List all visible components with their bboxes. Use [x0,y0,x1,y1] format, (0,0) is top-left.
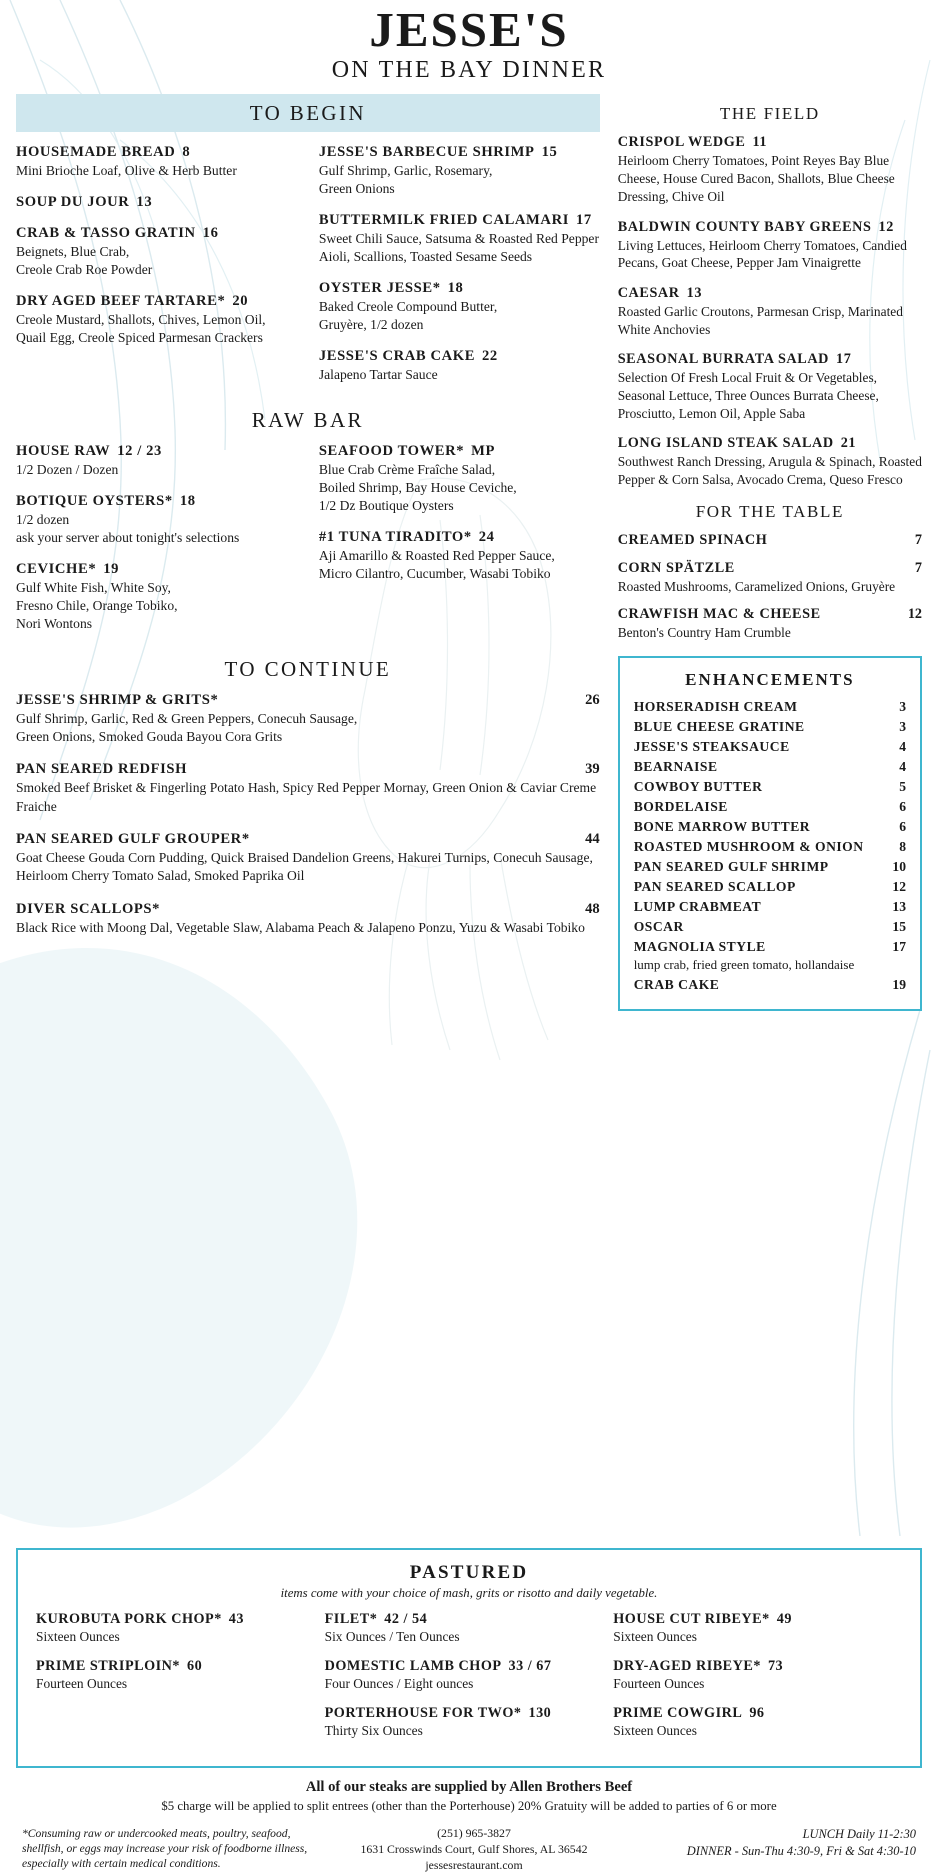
section-heading-raw-bar: RAW BAR [251,408,364,432]
menu-item-description: Jalapeno Tartar Sauce [318,367,438,383]
steak-item-description: Thirty Six Ounces [324,1723,423,1738]
section-heading-the-field: THE FIELD [719,104,820,124]
menu-item-price: 22 [482,348,498,365]
menu-item [16,225,297,279]
enhancement-price: 6 [899,819,906,835]
menu-item-price: 16 [202,225,219,242]
section-heading-to-continue: TO CONTINUE [224,656,392,681]
menu-item [16,831,600,886]
menu-item-price: 13 [136,194,153,211]
enhancement-row [634,719,906,735]
pastured-col-2 [325,1611,614,1752]
menu-item-price: MP [471,443,496,459]
menu-item-name: #1 TUNA TIRADITO* 24 [318,528,495,545]
to-begin-items [16,144,600,398]
menu-item-price: 13 [686,284,703,301]
menu-item-description: Southwest Ranch Dressing, Arugula & Spinach, Roasted Pepper & Corn Salsa, Avocado Crema, Queso Fresco [617,454,922,487]
menu-item [319,443,600,515]
enhancement-name: BONE MARROW BUTTER [633,819,811,835]
menu-item-name: HOUSE RAW 12 / 23 [16,443,162,459]
steak-item-price: 96 [749,1705,765,1721]
to-begin-right-list [319,144,600,398]
steak-item-price: 42 / 54 [384,1611,428,1627]
enhancements-box [618,656,922,1011]
steak-item-price: 49 [776,1611,792,1627]
menu-item-description: Mini Brioche Loaf, Olive & Herb Butter [16,163,237,179]
menu-item [319,212,600,266]
menu-item-name: DRY AGED BEEF TARTARE* 20 [16,293,249,310]
section-heading-to-begin: TO BEGIN [16,94,600,132]
enhancement-price: 19 [892,977,906,993]
menu-item-price: 39 [585,761,600,778]
enhancement-row [634,939,906,955]
enhancement-name: PAN SEARED GULF SHRIMP [633,859,829,875]
menu-item [16,493,297,547]
right-column [618,94,922,1011]
steak-item [325,1705,604,1739]
enhancement-price: 3 [899,699,906,715]
menu-item-name: BOTIQUE OYSTERS* 18 [16,492,196,509]
pastured-box [16,1548,922,1768]
section-heading-pastured: PASTURED [409,1562,529,1583]
enhancement-name: BEARNAISE [633,759,718,775]
raw-bar-right-list [319,443,600,647]
enhancement-row [634,919,906,935]
menu-item-price: 24 [478,528,495,545]
menu-item [319,529,600,583]
menu-item [16,761,600,816]
enhancement-name: LUMP CRABMEAT [633,899,762,915]
enhancement-name: HORSERADISH CREAM [633,699,798,715]
footer-address: 1631 Crosswinds Court, Gulf Shores, AL 36542 [360,1841,588,1856]
menu-item [618,285,922,338]
menu-item [618,606,922,642]
steak-item-price: 33 / 67 [508,1658,552,1674]
enhancement-name: ROASTED MUSHROOM & ONION [633,839,864,855]
enhancement-name: PAN SEARED SCALLOP [633,879,796,895]
menu-item [16,901,600,937]
the-field-items [618,134,922,488]
menu-item [16,293,297,347]
menu-item-price: 44 [585,831,600,847]
steak-item [613,1705,892,1739]
menu-item-description: Creole Mustard, Shallots, Chives, Lemon Oil, Quail Egg, Creole Spiced Parmesan Crackers [16,312,266,346]
enhancement-name: MAGNOLIA STYLE [633,939,766,955]
steak-item-name: DOMESTIC LAMB CHOP 33 / 67 [324,1658,552,1674]
steak-item [613,1611,892,1645]
menu-item-name: CORN SPÄTZLE [617,559,735,576]
footer-disclaimer: *Consuming raw or undercooked meats, poultry, seafood, shellfish, or eggs may increase your risk of foodborne illness, especially with certain medical conditions. [22,1827,308,1871]
menu-item-price: 8 [182,144,191,161]
menu-item-description: Black Rice with Moong Dal, Vegetable Slaw, Alabama Peach & Jalapeno Ponzu, Yuzu & Wasabi Tobiko [16,919,585,935]
menu-item-name: DIVER SCALLOPS* [16,900,161,917]
enhancement-row [634,839,906,855]
menu-item-price: 7 [914,559,922,576]
menu-item [618,219,922,272]
steak-item-name: PORTERHOUSE FOR TWO* 130 [324,1705,552,1721]
menu-item-price: 17 [836,351,852,368]
pastured-col-1 [36,1611,325,1752]
enhancement-row [634,859,906,875]
menu-item-name: HOUSEMADE BREAD 8 [16,144,191,161]
pastured-columns [36,1611,902,1752]
menu-item-name: LONG ISLAND STEAK SALAD 21 [617,435,857,452]
enhancement-price: 4 [899,739,906,755]
menu-item-description: Aji Amarillo & Roasted Red Pepper Sauce, Micro Cilantro, Cucumber, Wasabi Tobiko [318,547,555,581]
steak-item-price: 60 [186,1658,203,1674]
menu-item-description: Goat Cheese Gouda Corn Pudding, Quick Braised Dandelion Greens, Hakurei Turnips, Conecuh Sausage, Heirloom Cherry Tomato Salad, Smoked Paprika Oil [16,850,593,884]
steak-item-name: HOUSE CUT RIBEYE* 49 [613,1611,792,1627]
enhancement-price: 15 [892,919,906,935]
steak-supplier-note: All of our steaks are supplied by Allen Brothers Beef [305,1779,633,1795]
steak-item-description: Four Ounces / Eight ounces [324,1676,474,1691]
enhancement-price: 13 [892,899,906,915]
enhancement-row [634,879,906,895]
menu-item-description: Benton's Country Ham Crumble [617,625,791,641]
steak-item-description: Fourteen Ounces [613,1676,705,1691]
steak-item-price: 130 [528,1705,552,1721]
menu-item [16,144,297,180]
enhancement-name: JESSE'S STEAKSAUCE [633,739,790,755]
section-heading-enhancements: ENHANCEMENTS [685,670,855,690]
footer-phone: (251) 965-3827 [437,1826,511,1840]
footer-hours [636,1826,916,1861]
enhancement-row [634,779,906,795]
menu-item-name: OYSTER JESSE* 18 [318,280,464,297]
enhancement-name: COWBOY BUTTER [633,779,763,795]
for-the-table-items [618,532,922,642]
steak-item [36,1611,315,1645]
menu-item [618,435,922,488]
menu-item-name: CRAWFISH MAC & CHEESE [617,606,821,623]
steak-item-price: 73 [767,1658,784,1674]
steak-item-description: Sixteen Ounces [613,1629,697,1644]
split-charge-note: $5 charge will be applied to split entrees (other than the Porterhouse) 20% Gratuity will be added to parties of 6 or more [161,1799,777,1813]
enhancement-row [634,699,906,715]
steak-item [325,1611,604,1645]
menu-item-price: 21 [840,435,857,452]
menu-item-description: Gulf Shrimp, Garlic, Red & Green Peppers, Conecuh Sausage, Green Onions, Smoked Gouda Bayou Cora Grits [16,710,358,744]
enhancement-description: lump crab, fried green tomato, hollandaise [633,957,855,973]
enhancement-price: 4 [899,759,906,775]
to-continue-items [16,692,600,937]
menu-item-price: 26 [585,691,600,708]
menu-item [319,280,600,334]
menu-item-price: 20 [232,293,249,310]
menu-item-name: PAN SEARED REDFISH [16,761,188,778]
menu-item-name: CAESAR 13 [617,284,703,301]
footer-lunch-hours: LUNCH Daily 11-2:30 [802,1827,916,1841]
to-begin-left-list [16,144,297,398]
left-column [16,94,600,1011]
enhancements-items [634,699,906,993]
menu-item-description: Selection Of Fresh Local Fruit & Or Vegetables, Seasonal Lettuce, Three Ounces Burrata Cheese, Prosciutto, Lemon Oil, Apple Saba [617,370,879,421]
menu-item-name: JESSE'S CRAB CAKE 22 [318,348,498,365]
menu-item-description: Baked Creole Compound Butter, Gruyère, 1/2 dozen [318,299,498,333]
enhancement-name: BORDELAISE [633,799,728,815]
steak-item-price: 43 [228,1611,244,1627]
enhancement-price: 6 [899,799,906,815]
enhancement-price: 10 [892,859,906,875]
pastured-note: items come with your choice of mash, grits or risotto and daily vegetable. [280,1586,658,1600]
menu-item-price: 17 [575,212,592,229]
steak-item-name: FILET* 42 / 54 [324,1611,428,1627]
menu-item-name: SOUP DU JOUR 13 [16,194,153,211]
menu-item-price: 7 [914,531,922,548]
menu-item-name: SEASONAL BURRATA SALAD 17 [617,351,852,368]
menu-item-name: JESSE'S BARBECUE SHRIMP 15 [318,144,558,161]
menu-subtitle: ON THE BAY DINNER [331,57,607,84]
raw-bar-left-list [16,443,297,647]
enhancement-row [634,759,906,775]
steak-item-name: PRIME COWGIRL 96 [613,1705,765,1721]
menu-item-name: SEAFOOD TOWER* MP [318,443,496,459]
steak-item-description: Fourteen Ounces [36,1676,128,1691]
menu-item-name: CREAMED SPINACH [617,531,768,548]
menu-item-description: Smoked Beef Brisket & Fingerling Potato Hash, Spicy Red Pepper Mornay, Green Onion & Caviar Creme Fraiche [16,780,597,814]
steak-item-name: PRIME STRIPLOIN* 60 [36,1658,203,1674]
menu-item-name: BALDWIN COUNTY BABY GREENS 12 [617,218,894,235]
menu-item-description: Roasted Garlic Croutons, Parmesan Crisp, Marinated White Anchovies [617,303,903,337]
steak-item-description: Six Ounces / Ten Ounces [324,1629,460,1644]
menu-item [319,144,600,198]
menu-item-price: 15 [541,144,558,161]
menu-item-description: Sweet Chili Sauce, Satsuma & Roasted Red Pepper Aioli, Scallions, Toasted Sesame Seeds [318,231,599,265]
menu-item-description: Blue Crab Crème Fraîche Salad, Boiled Shrimp, Bay House Ceviche, 1/2 Dz Boutique Oysters [318,462,517,513]
menu-item-name: CRISPOL WEDGE 11 [617,134,768,151]
menu-item-price: 19 [103,560,120,577]
enhancement-row [634,739,906,755]
footer [0,1814,938,1874]
footer-contact [324,1826,624,1874]
menu-item [16,692,600,747]
menu-item-price: 48 [585,900,600,917]
menu-item-price: 12 [907,606,922,623]
steak-item [325,1658,604,1692]
steak-item [613,1658,892,1692]
menu-item-description: Heirloom Cherry Tomatoes, Point Reyes Bay Blue Cheese, House Cured Bacon, Shallots, Blue Cheese Dressing, Chive Oil [617,153,895,204]
steak-item-description: Sixteen Ounces [36,1629,120,1644]
menu-item-description: Gulf Shrimp, Garlic, Rosemary, Green Onions [318,163,493,197]
menu-item [618,351,922,422]
menu-item-name: JESSE'S SHRIMP & GRITS* [16,691,219,708]
menu-item-price: 12 / 23 [117,443,162,459]
enhancement-price: 5 [899,779,906,795]
menu-item [618,560,922,596]
raw-bar-items [16,443,600,647]
enhancement-row [634,799,906,815]
enhancement-name: OSCAR [633,919,684,935]
pastured-col-3 [613,1611,902,1752]
menu-item-name: CRAB & TASSO GRATIN 16 [16,225,219,242]
steak-item-description: Sixteen Ounces [613,1723,697,1738]
enhancement-name: BLUE CHEESE GRATINE [633,719,805,735]
menu-item-price: 12 [878,218,894,235]
menu-item-name: BUTTERMILK FRIED CALAMARI 17 [318,212,592,229]
menu-item [618,134,922,205]
footer-dinner-hours: DINNER - Sun-Thu 4:30-9, Fri & Sat 4:30-10 [686,1844,916,1859]
menu-columns [16,94,922,1011]
menu-item-description: Beignets, Blue Crab, Creole Crab Roe Powder [16,244,153,278]
section-heading-for-the-table: FOR THE TABLE [695,501,844,521]
menu-item-price: 11 [752,134,768,151]
restaurant-name: JESSE'S [369,2,569,57]
menu-item [16,194,297,211]
menu-item-description: Roasted Mushrooms, Caramelized Onions, Gruyère [617,578,896,594]
masthead [16,0,922,84]
enhancement-price: 17 [892,939,906,955]
enhancement-price: 12 [892,879,906,895]
steak-item-name: DRY-AGED RIBEYE* 73 [613,1658,784,1674]
menu-item-price: 18 [179,492,196,509]
menu-item-name: PAN SEARED GULF GROUPER* [16,831,250,847]
enhancement-name: CRAB CAKE [633,977,720,993]
menu-item-price: 18 [447,280,464,297]
menu-item [618,532,922,549]
enhancement-row [634,977,906,993]
menu-item-description: Gulf White Fish, White Soy, Fresno Chile, Orange Tobiko, Nori Wontons [16,579,178,631]
footer-website[interactable]: jessesrestaurant.com [425,1857,523,1872]
enhancement-price: 8 [899,839,906,855]
steak-item [36,1658,315,1692]
menu-item-description: Living Lettuces, Heirloom Cherry Tomatoes, Candied Pecans, Goat Cheese, Pepper Jam Vinaigrette [617,237,907,271]
menu-item-description: 1/2 dozen ask your server about tonight's selections [16,511,240,545]
enhancement-row [634,819,906,835]
menu-item [16,443,297,479]
menu-item [16,561,297,633]
menu-item [319,348,600,384]
enhancement-price: 3 [899,719,906,735]
menu-item-name: CEVICHE* 19 [16,560,120,577]
steak-item-name: KUROBUTA PORK CHOP* 43 [36,1611,244,1627]
enhancement-row [634,899,906,915]
menu-item-description: 1/2 Dozen / Dozen [16,462,119,477]
